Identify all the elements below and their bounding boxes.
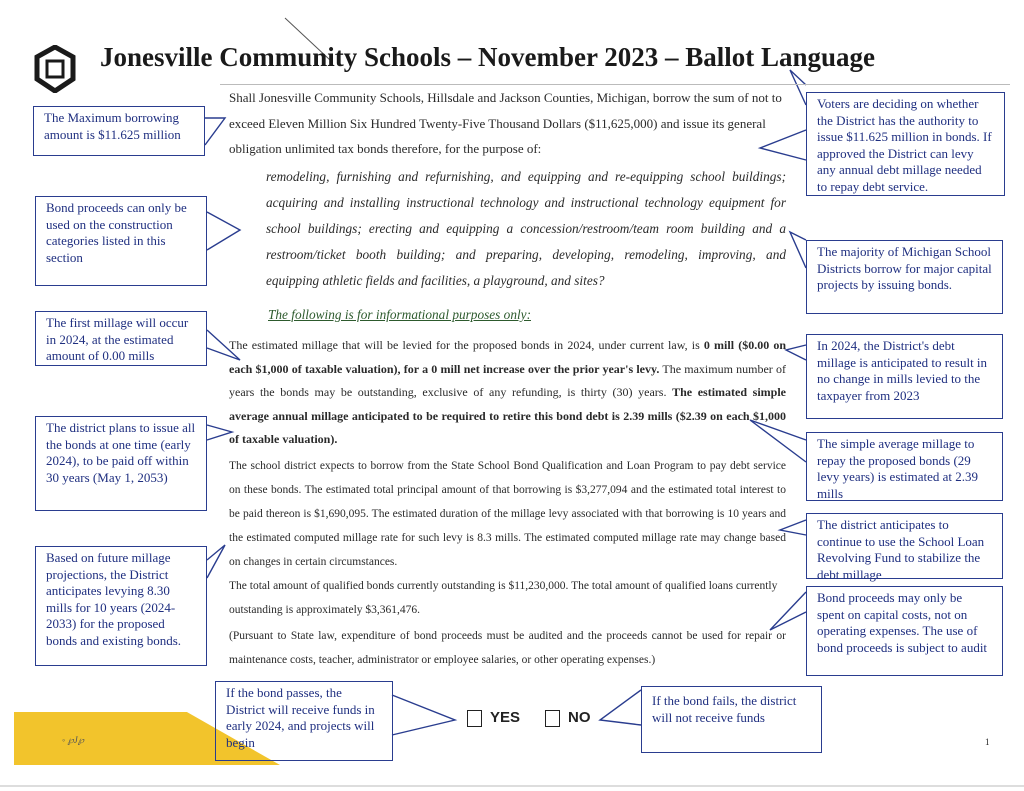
- yes-option[interactable]: [467, 709, 520, 727]
- page-title: Jonesville Community Schools – November 2023 – Ballot Language: [100, 42, 876, 72]
- callout-no-change: In 2024, the District's debt millage is anticipated to result in no change in mills levied to the taxpayer from 2023: [806, 334, 1003, 419]
- millage-text-a: The estimated millage that will be levied for the proposed bonds in 2024, under current law, is: [229, 338, 704, 352]
- millage-text-d: The estimated simple average annual millage anticipated to be required to retire this bond debt is 2.39 mills ($2.39 on each $1,000 of taxable valuation).: [229, 385, 786, 446]
- callout-max-borrowing: The Maximum borrowing amount is $11.625 million: [33, 106, 205, 156]
- callout-issue-once: The district plans to issue all the bonds at one time (early 2024), to be paid off within 30 years (May 1, 2053): [35, 416, 207, 511]
- initials-signature: ◦ ℘J℘: [62, 735, 84, 745]
- no-checkbox[interactable]: [545, 710, 560, 727]
- no-option[interactable]: [545, 709, 591, 727]
- audit-paragraph: (Pursuant to State law, expenditure of bond proceeds must be audited and the proceeds cannot be used for repair or maintenance costs, teacher, administrator or employee salaries, or other operating expenses.): [229, 630, 786, 666]
- callout-proceeds-categories: Bond proceeds can only be used on the construction categories listed in this section: [35, 196, 207, 286]
- callout-simple-average: The simple average millage to repay the proposed bonds (29 levy years) is estimated at 2.39 mills: [806, 432, 1003, 501]
- millage-text-b: 0 mill ($0.00 on each $1,000 of taxable valuation), for a 0 mill net increase over the prior year's levy.: [229, 338, 787, 376]
- callout-loan-fund: The district anticipates to continue to use the School Loan Revolving Fund to stabilize the debt millage: [806, 513, 1003, 579]
- loan-paragraph: The school district expects to borrow from the State School Bond Qualification and Loan Program to pay debt service on these bonds. The estimated total principal amount of that borrowing is $3,277,094 and the estimated total interest to be paid thereon is $1,690,095. The estimated duration of the millage levy associated with that borrowing is 10 years and the estimated computed millage rate for such levy is 8.3 mills. The estimated computed millage rate may change based on changes in certain circumstances.: [229, 460, 786, 568]
- no-label: NO: [568, 709, 591, 726]
- ballot-intro: Shall Jonesville Community Schools, Hillsdale and Jackson Counties, Michigan, borrow the sum of not to exceed Eleven Million Six Hundred Twenty-Five Thousand Dollars ($11,625,000) and issue its general obligation unlimited tax bonds therefore, for the purpose of:: [229, 90, 782, 156]
- callout-bond-passes: If the bond passes, the District will receive funds in early 2024, and projects will begin: [215, 681, 393, 761]
- callout-capital-costs: Bond proceeds may only be spent on capital costs, not on operating expenses. The use of bond proceeds is subject to audit: [806, 586, 1003, 676]
- millage-paragraph: [229, 334, 786, 452]
- info-heading: The following is for informational purposes only:: [268, 307, 531, 322]
- yes-label: YES: [490, 709, 521, 726]
- callout-voters-deciding: Voters are deciding on whether the District has the authority to issue $11.625 million in bonds. If approved the District can levy any annual debt millage needed to repay debt service.: [806, 92, 1005, 196]
- callout-first-millage: The first millage will occur in 2024, at the estimated amount of 0.00 mills: [35, 311, 207, 366]
- district-logo: [33, 45, 78, 93]
- yes-checkbox[interactable]: [467, 710, 482, 727]
- page-number: 1: [985, 737, 990, 747]
- page-bottom-edge: [0, 785, 1024, 787]
- millage-text-c: The maximum number of years the bonds may be outstanding, exclusive of any refunding, is thirty (30) years.: [229, 361, 786, 399]
- ballot-purpose: remodeling, furnishing and refurnishing, and equipping and re-equipping school buildings; acquiring and installing instructional technology and instructional technology equipment for school buildings; erecting and equipping a concession/restroom/team room building and a restroom/ticket booth building; and preparing, developing, remodeling, improving, and equipping athletic fields and facilities, a playground, and sites?: [266, 169, 786, 288]
- callout-majority-borrow: The majority of Michigan School Districts borrow for major capital projects by issuing bonds.: [806, 240, 1003, 314]
- callout-bond-fails: If the bond fails, the district will not receive funds: [641, 686, 822, 753]
- qualified-paragraph: The total amount of qualified bonds currently outstanding is $11,230,000. The total amount of qualified loans currently outstanding is approximately $3,361,476.: [229, 580, 778, 616]
- callout-future-projections: Based on future millage projections, the District anticipates levying 8.30 mills for 10 years (2024-2033) for the proposed bonds and existing bonds.: [35, 546, 207, 666]
